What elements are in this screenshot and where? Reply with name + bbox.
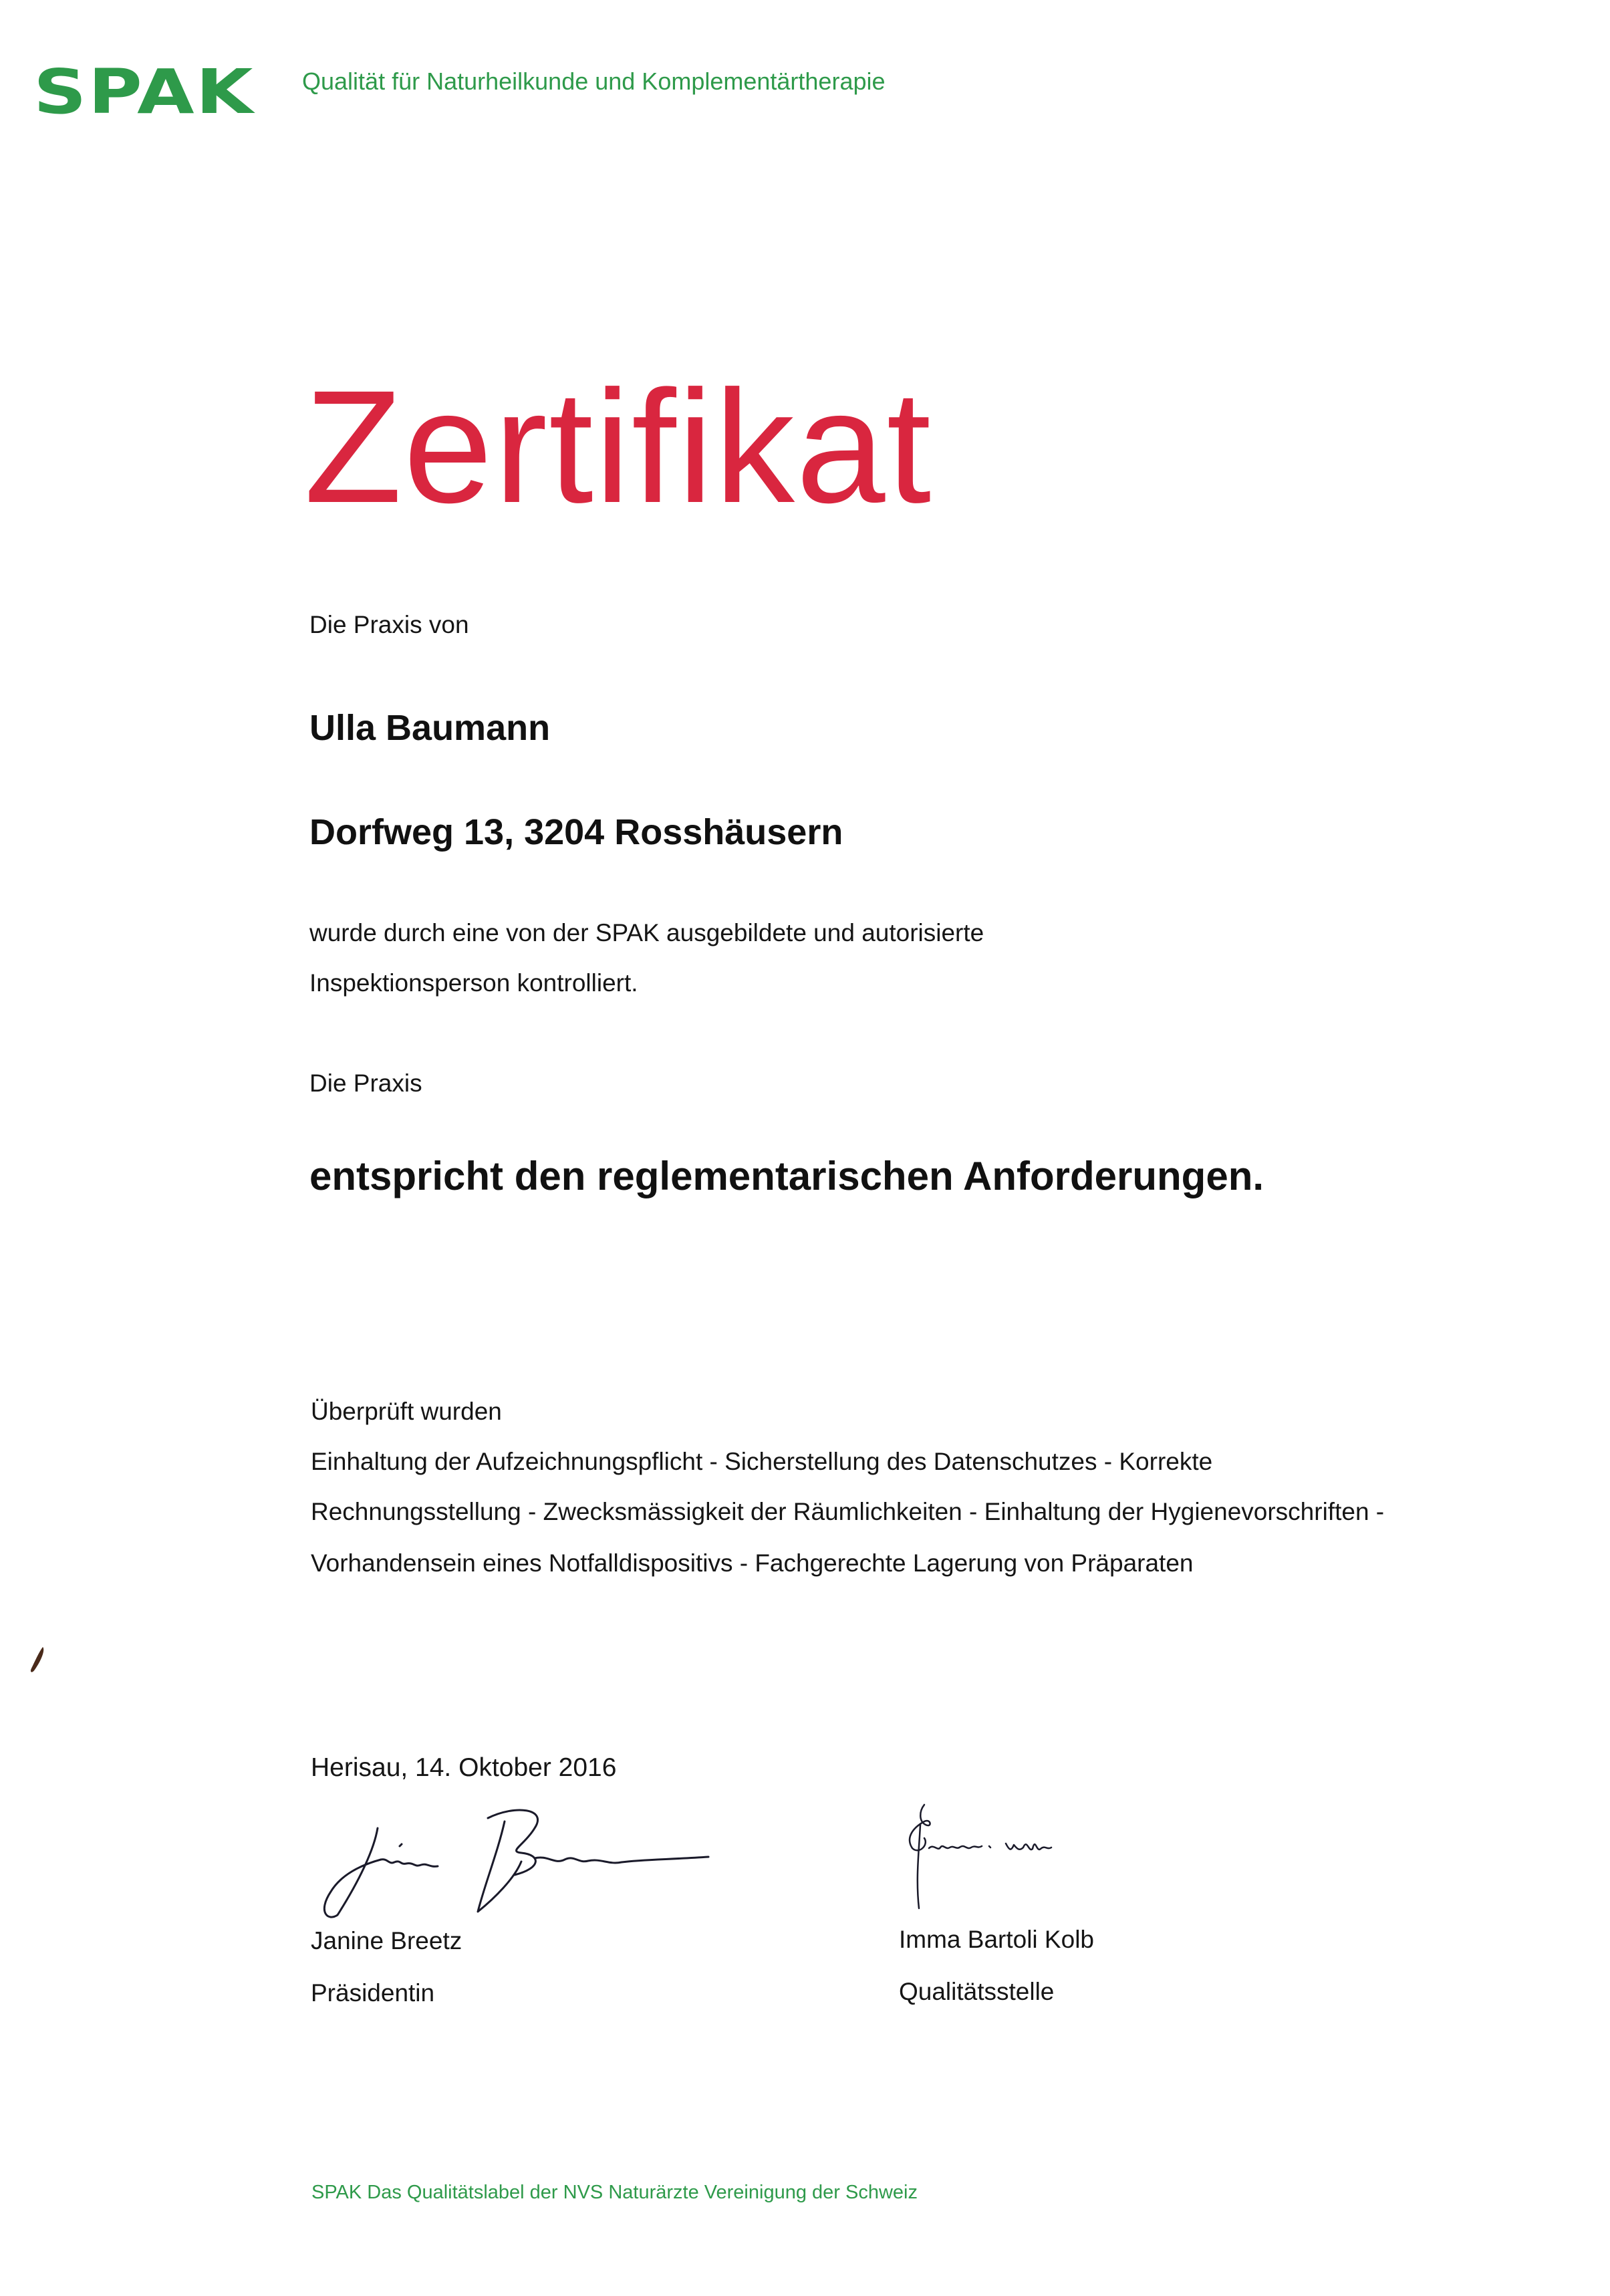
checks-line: Rechnungsstellung - Zwecksmässigkeit der Räumlichkeiten - Einhaltung der Hygienevorschriften - bbox=[311, 1498, 1385, 1525]
signature-quality-office bbox=[892, 1798, 1073, 1925]
inspection-text-line-1: wurde durch eine von der SPAK ausgebildete und autorisierte bbox=[309, 919, 984, 946]
signatory-name: Imma Bartoli Kolb bbox=[899, 1926, 1094, 1953]
practitioner-name: Ulla Baumann bbox=[309, 708, 551, 748]
signatory-name: Janine Breetz bbox=[311, 1927, 462, 1954]
signatory-role: Qualitätsstelle bbox=[899, 1978, 1055, 2005]
intro-text: Die Praxis von bbox=[309, 611, 469, 638]
checks-line: Vorhandensein eines Notfalldispositivs - Fachgerechte Lagerung von Präparaten bbox=[311, 1549, 1194, 1577]
place-date: Herisau, 14. Oktober 2016 bbox=[311, 1753, 617, 1782]
practice-address: Dorfweg 13, 3204 Rosshäusern bbox=[309, 812, 843, 852]
checks-heading: Überprüft wurden bbox=[311, 1398, 502, 1425]
praxis-label: Die Praxis bbox=[309, 1069, 422, 1097]
footer-label: SPAK Das Qualitätslabel der NVS Naturärzte Vereinigung der Schweiz bbox=[311, 2182, 918, 2203]
certification-result: entspricht den reglementarischen Anforderungen. bbox=[309, 1154, 1264, 1198]
ink-mark bbox=[27, 1643, 48, 1676]
spak-logo: SPAK bbox=[33, 56, 255, 128]
signatory-role: Präsidentin bbox=[311, 1979, 435, 2007]
inspection-text-line-2: Inspektionsperson kontrolliert. bbox=[309, 969, 638, 997]
checks-line: Einhaltung der Aufzeichnungspflicht - Sicherstellung des Datenschutzes - Korrekte bbox=[311, 1448, 1213, 1475]
header-tagline: Qualität für Naturheilkunde und Komplementärtherapie bbox=[302, 68, 886, 95]
certificate-title: Zertifikat bbox=[304, 357, 933, 536]
signature-president bbox=[314, 1798, 715, 1925]
